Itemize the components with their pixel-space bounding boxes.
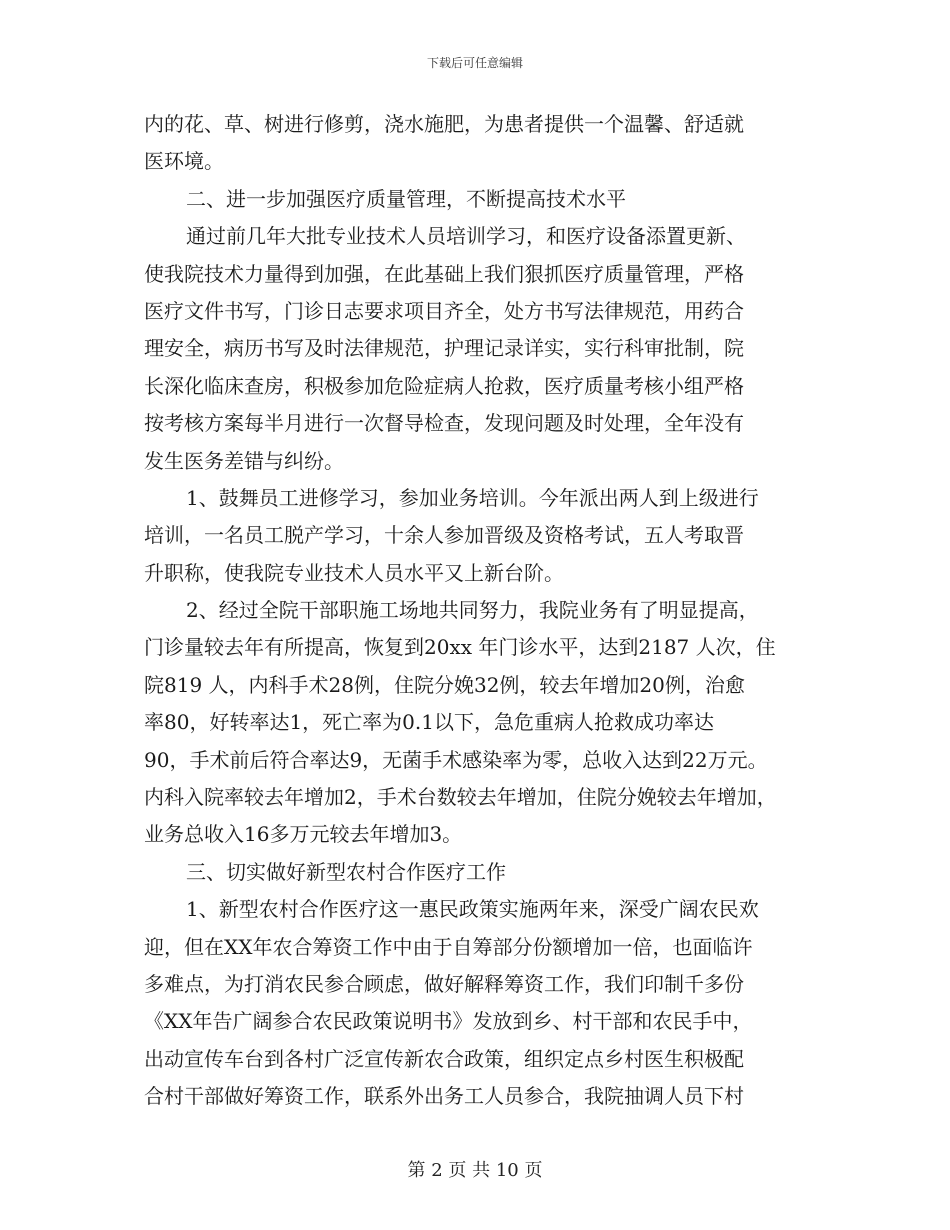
text-line: 多难点，为打消农民参合顾虑，做好解释筹资工作，我们印制千多份 [144, 971, 744, 996]
text-line: 门诊量较去年有所提高，恢复到20xx 年门诊水平，达到2187 人次，住 [144, 635, 776, 660]
text-line: 理安全，病历书写及时法律规范，护理记录详实，实行科审批制，院 [144, 336, 744, 361]
text-line: 发生医务差错与纠纷。 [144, 448, 344, 473]
text-line: 按考核方案每半月进行一次督导检查，发现问题及时处理，全年没有 [144, 411, 744, 436]
text-line: 培训，一名员工脱产学习，十余人参加晋级及资格考试，五人考取晋 [144, 523, 744, 548]
text-line: 1、鼓舞员工进修学习，参加业务培训。今年派出两人到上级进行 [186, 485, 759, 510]
text-line: 迎，但在XX年农合筹资工作中由于自筹部分份额增加一倍，也面临许 [144, 934, 753, 959]
document-body [144, 106, 824, 1116]
text-line: 院819 人，内科手术28例，住院分娩32例，较去年增加20例，治愈 [144, 672, 745, 697]
text-line: 内科入院率较去年增加2，手术台数较去年增加，住院分娩较去年增加， [144, 785, 777, 810]
section-heading: 三、切实做好新型农村合作医疗工作 [186, 859, 506, 884]
text-line: 合村干部做好筹资工作，联系外出务工人员参合，我院抽调人员下村 [144, 1084, 744, 1109]
text-line: 2、经过全院干部职施工场地共同努力，我院业务有了明显提高， [186, 598, 759, 623]
section-heading: 二、进一步加强医疗质量管理，不断提高技术水平 [186, 186, 626, 211]
page-number: 第 2 页 共 10 页 [407, 1160, 543, 1181]
text-line: 升职称，使我院专业技术人员水平又上新台阶。 [144, 560, 564, 585]
text-line: 通过前几年大批专业技术人员培训学习，和医疗设备添置更新、 [186, 224, 746, 249]
text-line: 1、新型农村合作医疗这一惠民政策实施两年来，深受广阔农民欢 [186, 897, 759, 922]
text-line: 业务总收入16多万元较去年增加3。 [144, 822, 463, 847]
text-line: 90，手术前后符合率达9，无菌手术感染率为零，总收入达到22万元。 [144, 747, 768, 772]
text-line: 《XX年告广阔参合农民政策说明书》发放到乡、村干部和农民手中， [144, 1009, 753, 1034]
text-line: 医环境。 [144, 149, 224, 174]
text-line: 长深化临床查房，积极参加危险症病人抢救，医疗质量考核小组严格 [144, 373, 744, 398]
text-line: 率80，好转率达1，死亡率为0.1以下，急危重病人抢救成功率达 [144, 710, 714, 735]
page-header: 下载后可任意编辑 [426, 56, 523, 70]
text-line: 内的花、草、树进行修剪，浇水施肥，为患者提供一个温馨、舒适就 [144, 112, 744, 136]
text-line: 医疗文件书写，门诊日志要求项目齐全，处方书写法律规范，用药合 [144, 298, 744, 323]
text-line: 出动宣传车台到各村广泛宣传新农合政策，组织定点乡村医生积极配 [144, 1046, 744, 1071]
text-line: 使我院技术力量得到加强，在此基础上我们狠抓医疗质量管理，严格 [144, 261, 744, 286]
